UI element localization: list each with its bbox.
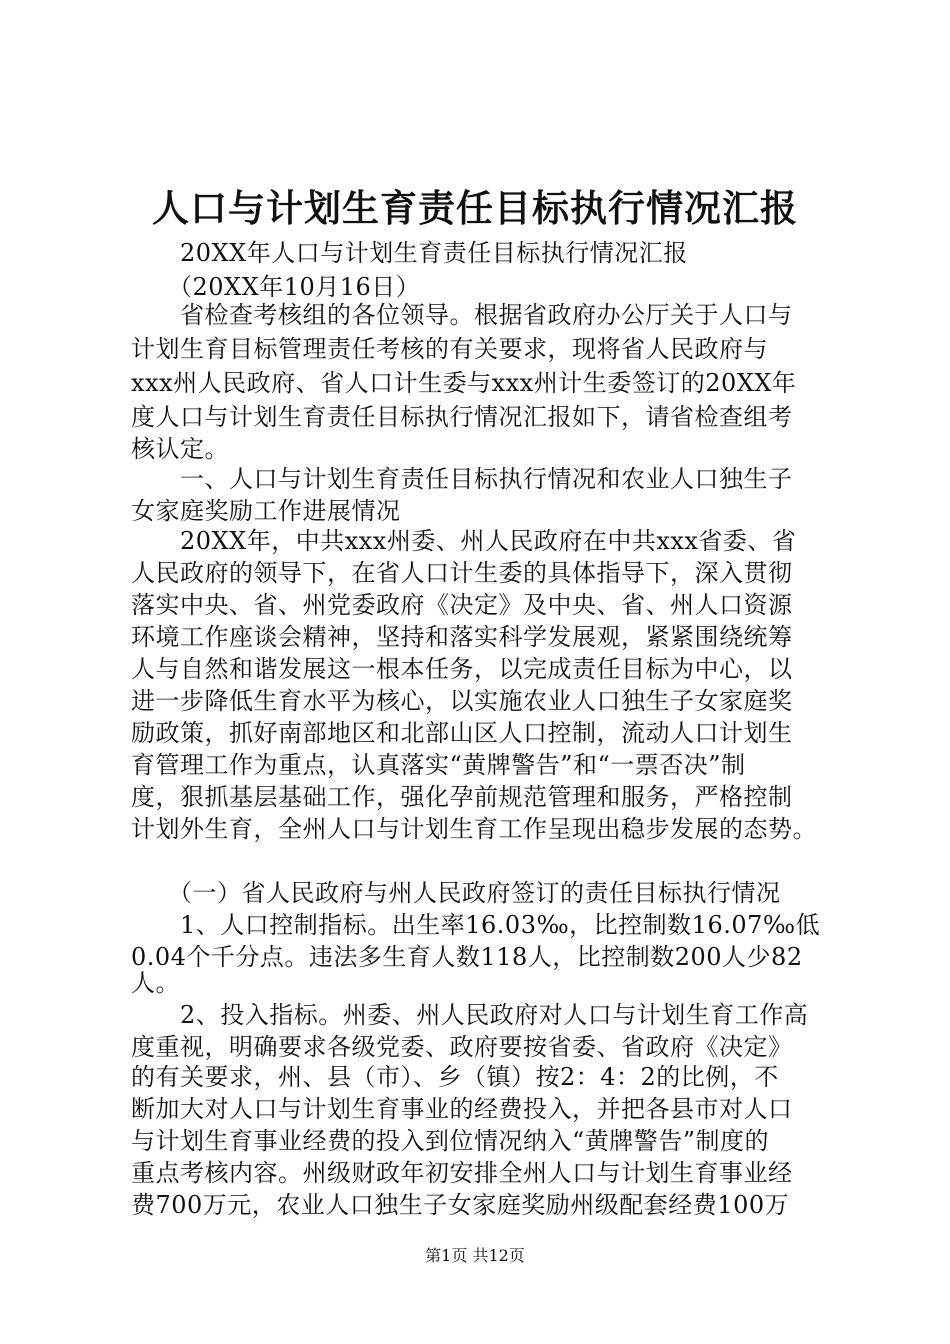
- body-line: 育管理工作为重点，认真落实“黄牌警告”和“一票否决”制: [131, 751, 746, 779]
- body-line: （20XX年10月16日）: [131, 273, 421, 301]
- body-line: 励政策，抓好南部地区和北部山区人口控制，流动人口计划生: [131, 719, 793, 747]
- page-number: 第1页 共12页: [425, 1246, 525, 1265]
- body-line: 环境工作座谈会精神，坚持和落实科学发展观，紧紧围绕统筹: [131, 623, 793, 651]
- body-line: （一）省人民政府与州人民政府签订的责任目标执行情况: [131, 879, 781, 907]
- body-line: 女家庭奖励工作进展情况: [131, 497, 401, 525]
- body-line: 2、投入指标。州委、州人民政府对人口与计划生育工作高: [131, 1001, 809, 1029]
- body-line: 人民政府的领导下，在省人口计生委的具体指导下，深入贯彻: [131, 559, 793, 587]
- body-line: 0.04个千分点。违法多生育人数118人，比控制数200人少82: [131, 943, 803, 971]
- body-line: 度重视，明确要求各级党委、政府要按省委、省政府《决定》: [131, 1033, 793, 1061]
- body-line: 断加大对人口与计划生育事业的经费投入，并把各县市对人口: [131, 1095, 793, 1123]
- body-line: 重点考核内容。州级财政年初安排全州人口与计划生育事业经: [131, 1159, 793, 1187]
- body-line: 计划外生育，全州人口与计划生育工作呈现出稳步发展的态势。: [131, 815, 817, 843]
- body-line: 进一步降低生育水平为核心，以实施农业人口独生子女家庭奖: [131, 687, 793, 715]
- body-line: 人与自然和谐发展这一根本任务，以完成责任目标为中心，以: [131, 655, 793, 683]
- body-line: 人。: [131, 969, 180, 997]
- body-line: 1、人口控制指标。出生率16.03‰，比控制数16.07‰低: [131, 911, 821, 939]
- body-line: 的有关要求，州、县（市）、乡（镇）按2：4：2的比例，不: [131, 1063, 779, 1091]
- body-line: 省检查考核组的各位领导。根据省政府办公厅关于人口与: [131, 301, 793, 329]
- document-title: 人口与计划生育责任目标执行情况汇报: [152, 187, 798, 230]
- body-line: 落实中央、省、州党委政府《决定》及中央、省、州人口资源: [131, 591, 793, 619]
- body-line: 20XX年，中共xxx州委、州人民政府在中共xxx省委、省: [131, 527, 797, 555]
- body-line: 费700万元，农业人口独生子女家庭奖励州级配套经费100万: [131, 1191, 790, 1219]
- body-line: 度，狠抓基层基础工作，强化孕前规范管理和服务，严格控制: [131, 783, 793, 811]
- body-line: xxx州人民政府、省人口计生委与xxx州计生委签订的20XX年: [131, 369, 797, 397]
- body-line: 一、人口与计划生育责任目标执行情况和农业人口独生子: [131, 465, 793, 493]
- body-line: 20XX年人口与计划生育责任目标执行情况汇报: [131, 239, 688, 267]
- body-line: 计划生育目标管理责任考核的有关要求，现将省人民政府与: [131, 335, 768, 363]
- body-line: 核认定。: [131, 435, 229, 463]
- body-line: 度人口与计划生育责任目标执行情况汇报如下，请省检查组考: [131, 403, 793, 431]
- body-line: 与计划生育事业经费的投入到位情况纳入“黄牌警告”制度的: [131, 1127, 770, 1155]
